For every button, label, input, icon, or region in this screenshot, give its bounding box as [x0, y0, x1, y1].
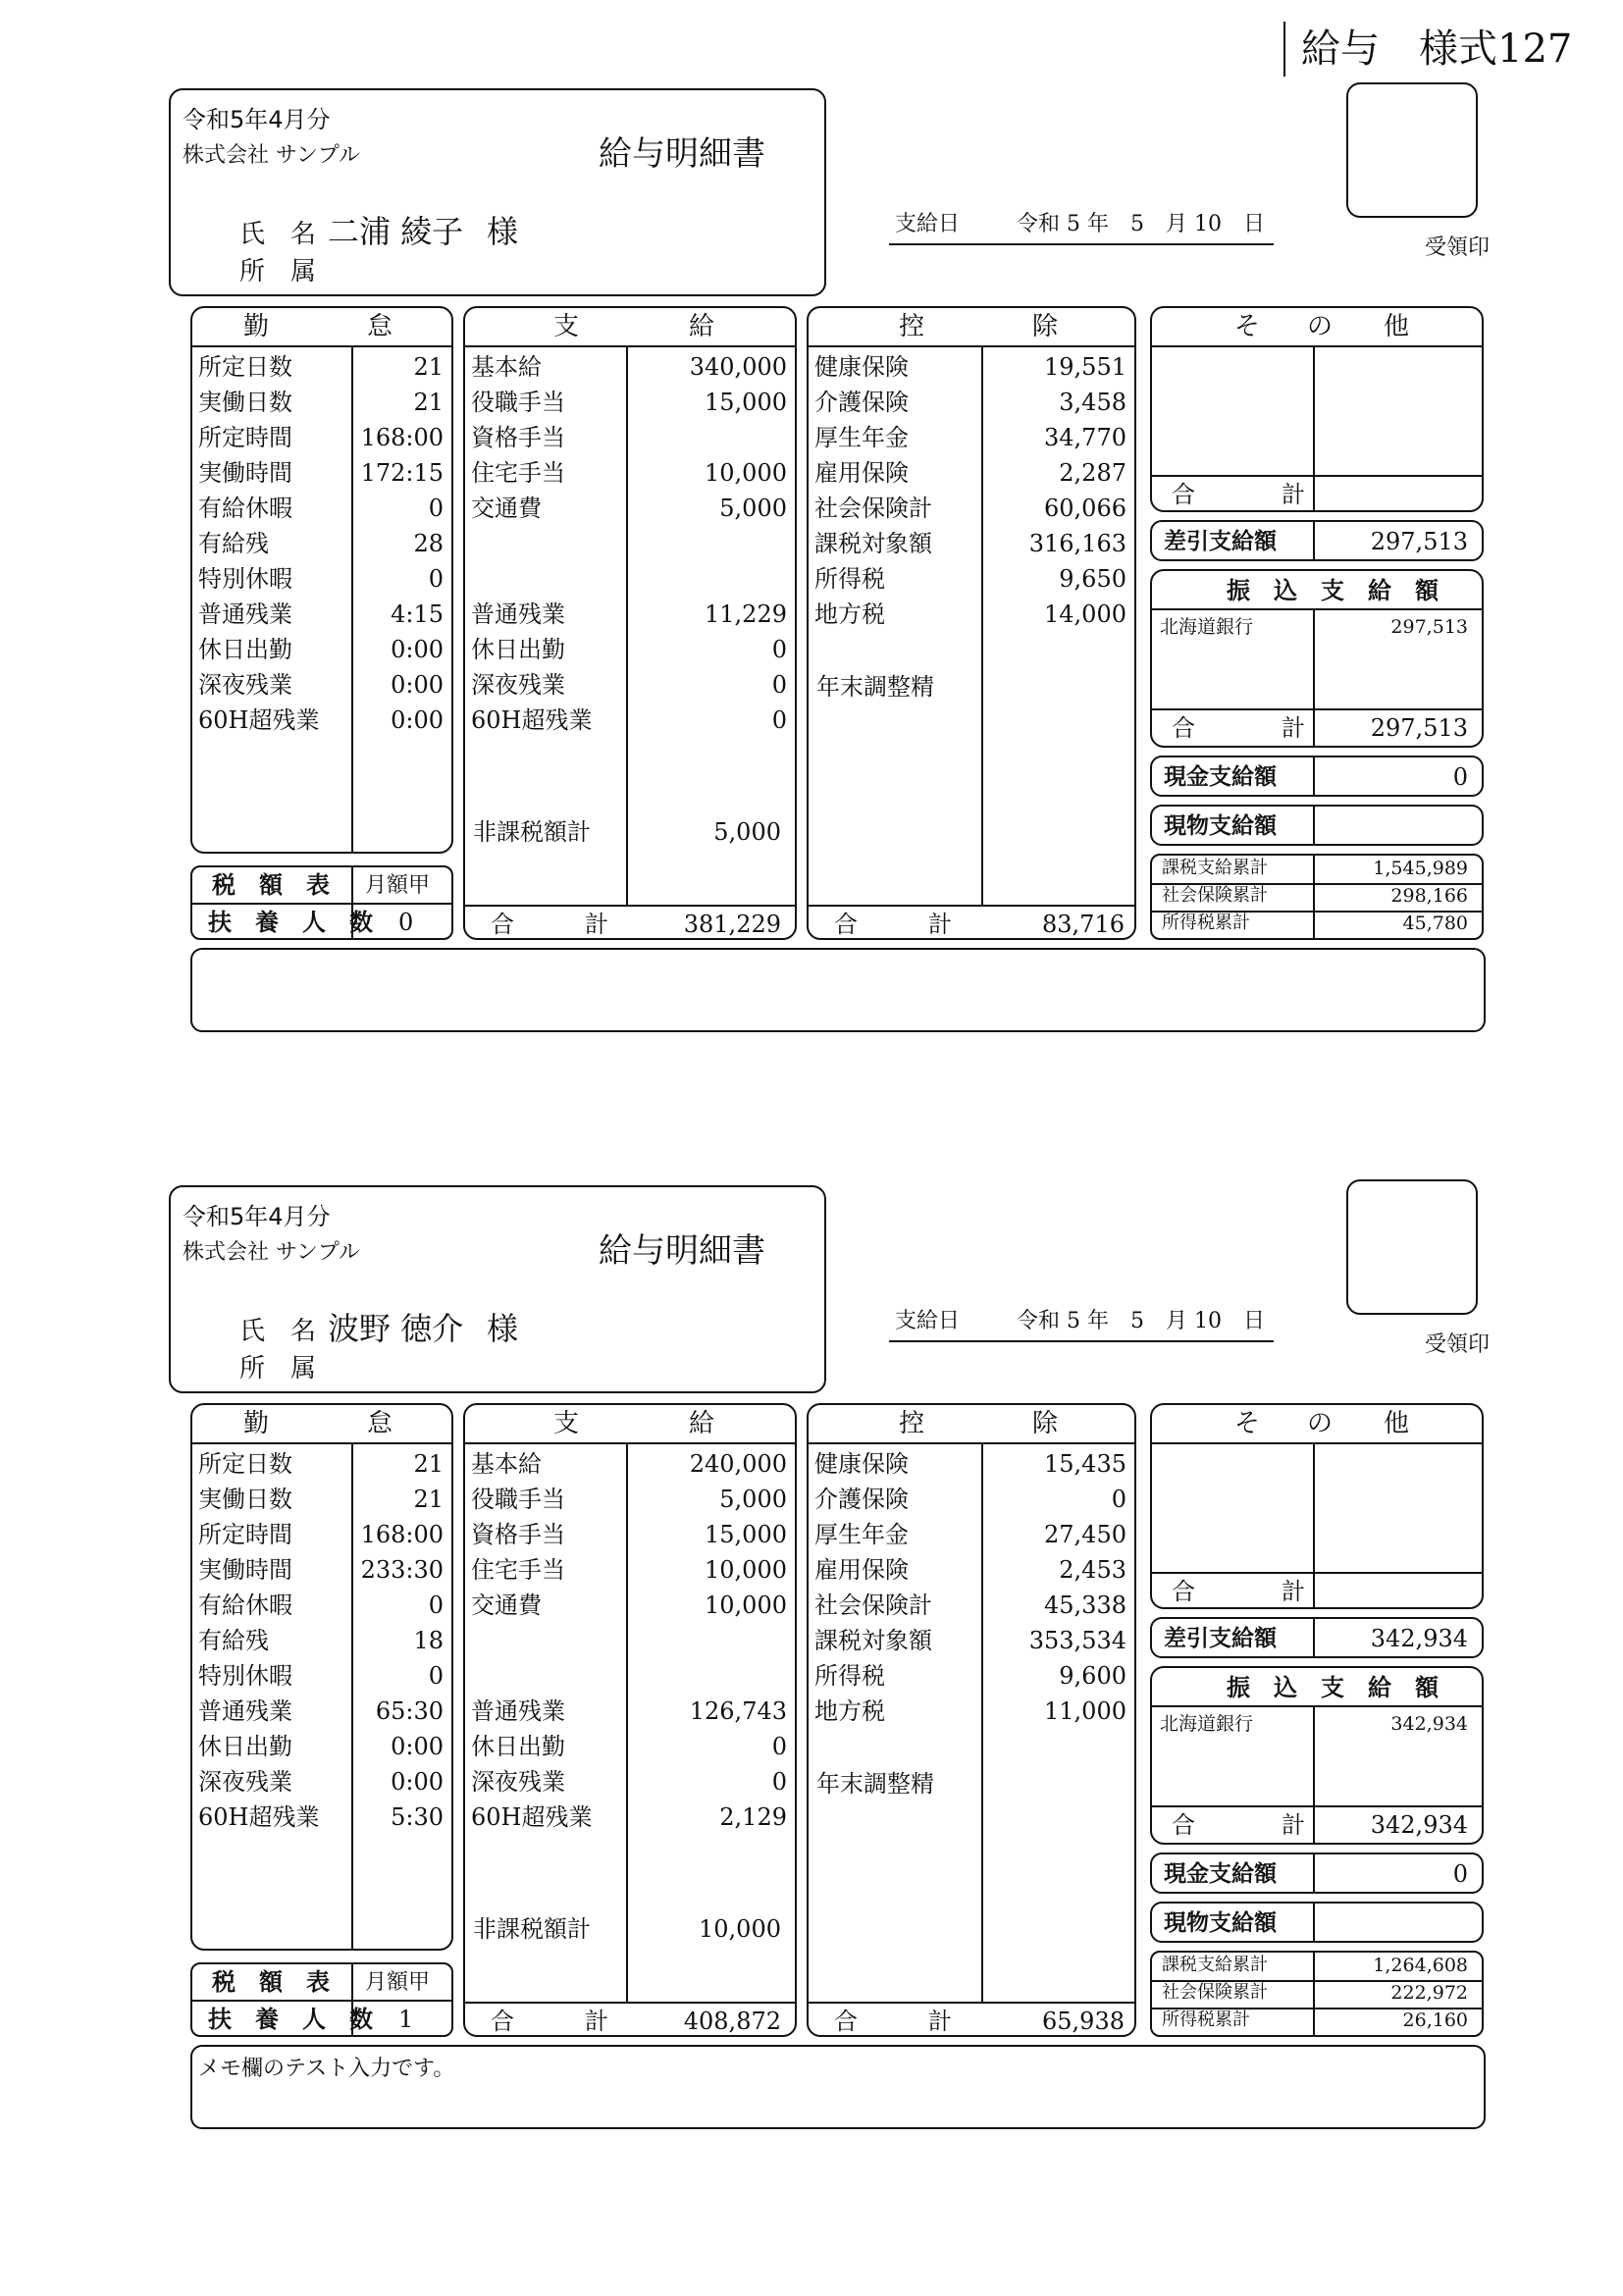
- payments-total-label-1: 合: [491, 911, 514, 938]
- other-header-2: の: [1307, 312, 1334, 341]
- row-value: 27,450: [1044, 1521, 1126, 1548]
- payments-total-label-2: 計: [585, 2008, 608, 2035]
- transfer-total-value: 297,513: [1370, 714, 1468, 742]
- other-total-label-2: 計: [1282, 1578, 1305, 1605]
- row-value: 15,000: [705, 1521, 787, 1548]
- row-value: 0: [771, 1768, 787, 1796]
- payments-header-1: 支: [553, 1409, 580, 1438]
- row-value: 21: [413, 1486, 444, 1513]
- row-value: 126,743: [689, 1697, 787, 1725]
- deductions-header-1: 控: [899, 1409, 925, 1438]
- row-label: 特別休暇: [198, 1662, 292, 1690]
- cash-pay-box: [1150, 1852, 1484, 1894]
- nontax-total-label: 非課税額計: [473, 1915, 591, 1943]
- dependents-value: 1: [398, 2006, 414, 2033]
- row-label: 休日出勤: [471, 1733, 565, 1760]
- cumulative-label: 所得税累計: [1162, 913, 1250, 933]
- row-value: 172:15: [360, 459, 444, 487]
- row-value: 0: [771, 706, 787, 734]
- receipt-stamp-box: [1346, 1179, 1478, 1315]
- payments-section: [463, 1403, 797, 2037]
- tax-table-box: [190, 865, 453, 940]
- tax-table-box: [190, 1962, 453, 2037]
- row-label: 実働日数: [198, 1486, 292, 1513]
- row-label: 有給休暇: [198, 495, 292, 522]
- row-value: 0: [428, 565, 444, 593]
- net-pay-box: [1150, 520, 1484, 561]
- company-name: 株式会社 サンプル: [183, 1240, 361, 1265]
- cumulative-value: 298,166: [1390, 885, 1468, 907]
- in-kind-pay-box: [1150, 1902, 1484, 1943]
- row-label: 役職手当: [471, 389, 565, 416]
- nontax-total-value: 10,000: [699, 1915, 781, 1943]
- form-code-label: 給与 様式127: [1283, 22, 1623, 77]
- cumulative-label: 課税支給累計: [1162, 858, 1268, 878]
- slip-header-box: [169, 88, 826, 296]
- row-label: 深夜残業: [198, 1768, 292, 1796]
- row-label: 深夜残業: [471, 671, 565, 699]
- row-value: 34,770: [1044, 424, 1126, 451]
- row-label: 雇用保険: [814, 459, 909, 487]
- row-label: 実働時間: [198, 459, 292, 487]
- row-value: 21: [413, 389, 444, 416]
- other-header-3: 他: [1384, 312, 1410, 341]
- document-title: 給与明細書: [599, 134, 765, 174]
- row-value: 10,000: [705, 459, 787, 487]
- in-kind-pay-box: [1150, 805, 1484, 846]
- row-value: 0: [1111, 1486, 1126, 1513]
- row-label: 60H超残業: [471, 1803, 593, 1831]
- row-value: 0:00: [391, 706, 444, 734]
- row-label: 住宅手当: [471, 1556, 565, 1584]
- row-value: 0: [771, 636, 787, 663]
- deductions-section: [807, 306, 1136, 940]
- row-label: 健康保険: [814, 353, 909, 381]
- attendance-header-2: 怠: [367, 312, 393, 341]
- row-label: 所定日数: [198, 353, 292, 381]
- row-value: 0: [428, 495, 444, 522]
- dependents-label: 扶 養 人 数: [208, 908, 373, 936]
- deductions-total-label-1: 合: [834, 911, 858, 938]
- bank-amount: 342,934: [1390, 1713, 1468, 1735]
- honorific: 様: [487, 1310, 519, 1347]
- row-value: 2,453: [1059, 1556, 1126, 1584]
- payments-total-label-2: 計: [585, 911, 608, 938]
- row-label: 所定時間: [198, 1521, 292, 1548]
- row-label: 雇用保険: [814, 1556, 909, 1584]
- cumulative-value: 26,160: [1402, 2009, 1468, 2031]
- row-label: 所定時間: [198, 424, 292, 451]
- memo-box: [190, 2045, 1486, 2129]
- row-value: 14,000: [1044, 600, 1126, 628]
- employee-name: 波野 徳介: [328, 1310, 464, 1347]
- row-label: 厚生年金: [814, 1521, 909, 1548]
- row-value: 10,000: [705, 1556, 787, 1584]
- other-section: [1150, 306, 1484, 512]
- row-value: 2,287: [1059, 459, 1126, 487]
- payments-header-2: 給: [689, 1409, 715, 1438]
- payments-total-value: 381,229: [683, 911, 781, 938]
- memo-box: [190, 948, 1486, 1032]
- year-end-adjustment-label: 年末調整精: [816, 673, 934, 701]
- row-value: 10,000: [705, 1592, 787, 1619]
- row-value: 353,534: [1028, 1627, 1126, 1654]
- row-label: 有給残: [198, 1627, 269, 1654]
- row-value: 19,551: [1044, 353, 1126, 381]
- row-label: 深夜残業: [198, 671, 292, 699]
- dependents-label: 扶 養 人 数: [208, 2005, 373, 2033]
- pay-date-label: 支給日: [895, 212, 961, 236]
- payments-total-value: 408,872: [683, 2008, 781, 2035]
- row-value: 5:30: [391, 1803, 444, 1831]
- row-label: 介護保険: [814, 1486, 909, 1513]
- payments-total-label-1: 合: [491, 2008, 514, 2035]
- receipt-stamp-label: 受領印: [1425, 1332, 1491, 1357]
- row-value: 65:30: [375, 1697, 444, 1725]
- deductions-total-label-2: 計: [928, 2008, 952, 2035]
- row-value: 2,129: [719, 1803, 787, 1831]
- bank-transfer-header: 振 込 支 給 額: [1227, 1673, 1439, 1701]
- row-label: 役職手当: [471, 1486, 565, 1513]
- tax-table-label: 税 額 表: [212, 1967, 330, 1996]
- cumulative-value: 222,972: [1390, 1982, 1468, 2004]
- row-value: 11,000: [1044, 1697, 1126, 1725]
- deductions-section: [807, 1403, 1136, 2037]
- bank-transfer-header: 振 込 支 給 額: [1227, 576, 1439, 604]
- row-value: 5,000: [719, 495, 787, 522]
- row-label: 休日出勤: [471, 636, 565, 663]
- row-label: 資格手当: [471, 424, 565, 451]
- cash-pay-box: [1150, 756, 1484, 797]
- row-value: 11,229: [705, 600, 787, 628]
- row-label: 社会保険計: [814, 1592, 932, 1619]
- row-value: 18: [413, 1627, 444, 1654]
- deductions-total-label-1: 合: [834, 2008, 858, 2035]
- attendance-section: [190, 306, 453, 854]
- cumulative-label: 所得税累計: [1162, 2009, 1250, 2030]
- department-label: 所 属: [239, 257, 317, 287]
- row-label: 特別休暇: [198, 565, 292, 593]
- cash-pay-value: 0: [1452, 1860, 1468, 1888]
- other-header-1: そ: [1234, 312, 1261, 341]
- cash-pay-value: 0: [1452, 763, 1468, 791]
- row-label: 住宅手当: [471, 459, 565, 487]
- row-label: 健康保険: [814, 1450, 909, 1478]
- row-label: 普通残業: [198, 1697, 292, 1725]
- row-label: 基本給: [471, 353, 542, 381]
- deductions-header-2: 除: [1032, 1409, 1059, 1438]
- net-pay-box: [1150, 1617, 1484, 1658]
- memo-text: メモ欄のテスト入力です。: [198, 2057, 455, 2081]
- honorific: 様: [487, 213, 519, 250]
- other-total-label-1: 合: [1172, 1578, 1195, 1605]
- cumulative-box: [1150, 854, 1484, 940]
- cumulative-value: 45,780: [1402, 913, 1468, 934]
- row-value: 28: [413, 530, 444, 557]
- period: 令和5年4月分: [183, 106, 331, 133]
- name-label: 氏 名: [239, 220, 317, 249]
- cash-pay-label: 現金支給額: [1164, 1860, 1277, 1887]
- row-value: 0: [428, 1662, 444, 1690]
- other-section: [1150, 1403, 1484, 1609]
- row-value: 0: [771, 671, 787, 699]
- row-label: 普通残業: [471, 1697, 565, 1725]
- row-value: 9,650: [1059, 565, 1126, 593]
- payments-header-1: 支: [553, 312, 580, 341]
- attendance-section: [190, 1403, 453, 1951]
- row-value: 60,066: [1044, 495, 1126, 522]
- row-value: 340,000: [689, 353, 787, 381]
- cumulative-value: 1,264,608: [1373, 1955, 1468, 1976]
- attendance-header-2: 怠: [367, 1409, 393, 1438]
- deductions-total-label-2: 計: [928, 911, 952, 938]
- company-name: 株式会社 サンプル: [183, 143, 361, 168]
- row-label: 60H超残業: [198, 1803, 320, 1831]
- pay-date: 令和 5 年 5 月 10 日: [1017, 212, 1265, 236]
- deductions-total-value: 65,938: [1042, 2008, 1125, 2035]
- net-pay-value: 342,934: [1370, 1625, 1468, 1652]
- row-value: 240,000: [689, 1450, 787, 1478]
- deductions-header-1: 控: [899, 312, 925, 341]
- cash-pay-label: 現金支給額: [1164, 763, 1277, 790]
- year-end-adjustment-label: 年末調整精: [816, 1770, 934, 1798]
- other-total-label-1: 合: [1172, 481, 1195, 508]
- row-label: 休日出勤: [198, 636, 292, 663]
- slip-header-box: [169, 1185, 826, 1393]
- row-label: 地方税: [814, 600, 885, 628]
- tax-table-value: 月額甲: [365, 873, 431, 898]
- row-label: 介護保険: [814, 389, 909, 416]
- cumulative-label: 社会保険累計: [1162, 1982, 1268, 2003]
- net-pay-label: 差引支給額: [1164, 528, 1277, 554]
- bank-amount: 297,513: [1390, 616, 1468, 638]
- other-header-1: そ: [1234, 1409, 1261, 1438]
- row-label: 課税対象額: [814, 530, 932, 557]
- deductions-header-2: 除: [1032, 312, 1059, 341]
- row-value: 21: [413, 353, 444, 381]
- row-value: 316,163: [1028, 530, 1126, 557]
- other-header-2: の: [1307, 1409, 1334, 1438]
- nontax-total-label: 非課税額計: [473, 818, 591, 846]
- transfer-total-label-1: 合: [1172, 1811, 1195, 1839]
- row-label: 普通残業: [198, 600, 292, 628]
- row-value: 15,435: [1044, 1450, 1126, 1478]
- row-value: 21: [413, 1450, 444, 1478]
- cumulative-box: [1150, 1951, 1484, 2037]
- row-value: 4:15: [391, 600, 444, 628]
- row-value: 3,458: [1059, 389, 1126, 416]
- department-label: 所 属: [239, 1354, 317, 1383]
- bank-transfer-box: [1150, 569, 1484, 748]
- cumulative-value: 1,545,989: [1373, 858, 1468, 879]
- row-label: 所定日数: [198, 1450, 292, 1478]
- row-value: 45,338: [1044, 1592, 1126, 1619]
- period: 令和5年4月分: [183, 1203, 331, 1230]
- receipt-stamp-label: 受領印: [1425, 235, 1491, 260]
- transfer-total-label-2: 計: [1282, 714, 1305, 742]
- row-label: 実働日数: [198, 389, 292, 416]
- bank-name: 北海道銀行: [1160, 616, 1254, 638]
- attendance-header-1: 勤: [243, 312, 270, 341]
- row-label: 厚生年金: [814, 424, 909, 451]
- row-value: 9,600: [1059, 1662, 1126, 1690]
- row-label: 有給休暇: [198, 1592, 292, 1619]
- row-value: 0: [771, 1733, 787, 1760]
- payslip-2: [0, 1185, 1623, 2274]
- attendance-header-1: 勤: [243, 1409, 270, 1438]
- row-label: 地方税: [814, 1697, 885, 1725]
- row-label: 深夜残業: [471, 1768, 565, 1796]
- row-label: 交通費: [471, 495, 542, 522]
- name-label: 氏 名: [239, 1317, 317, 1346]
- row-label: 交通費: [471, 1592, 542, 1619]
- payments-header-2: 給: [689, 312, 715, 341]
- row-value: 168:00: [360, 1521, 444, 1548]
- payments-section: [463, 306, 797, 940]
- deductions-total-value: 83,716: [1042, 911, 1125, 938]
- receipt-stamp-box: [1346, 82, 1478, 218]
- row-value: 0: [428, 1592, 444, 1619]
- transfer-total-value: 342,934: [1370, 1811, 1468, 1839]
- row-label: 有給残: [198, 530, 269, 557]
- in-kind-pay-label: 現物支給額: [1164, 1909, 1277, 1936]
- nontax-total-value: 5,000: [713, 818, 781, 846]
- row-value: 0:00: [391, 1768, 444, 1796]
- pay-date: 令和 5 年 5 月 10 日: [1017, 1309, 1265, 1333]
- document-title: 給与明細書: [599, 1231, 765, 1271]
- cumulative-label: 課税支給累計: [1162, 1955, 1268, 1975]
- pay-date-label: 支給日: [895, 1309, 961, 1333]
- dependents-value: 0: [398, 909, 414, 936]
- cumulative-label: 社会保険累計: [1162, 885, 1268, 906]
- bank-transfer-box: [1150, 1666, 1484, 1845]
- other-total-label-2: 計: [1282, 481, 1305, 508]
- row-value: 0:00: [391, 636, 444, 663]
- employee-name: 二浦 綾子: [328, 213, 464, 250]
- row-value: 0:00: [391, 671, 444, 699]
- tax-table-label: 税 額 表: [212, 870, 330, 899]
- row-label: 資格手当: [471, 1521, 565, 1548]
- other-header-3: 他: [1384, 1409, 1410, 1438]
- row-value: 0:00: [391, 1733, 444, 1760]
- row-label: 普通残業: [471, 600, 565, 628]
- net-pay-value: 297,513: [1370, 528, 1468, 555]
- row-label: 所得税: [814, 1662, 885, 1690]
- row-label: 60H超残業: [471, 706, 593, 734]
- row-label: 所得税: [814, 565, 885, 593]
- transfer-total-label-2: 計: [1282, 1811, 1305, 1839]
- net-pay-label: 差引支給額: [1164, 1625, 1277, 1651]
- payslip-1: [0, 88, 1623, 1177]
- row-value: 5,000: [719, 1486, 787, 1513]
- row-label: 実働時間: [198, 1556, 292, 1584]
- row-label: 休日出勤: [198, 1733, 292, 1760]
- row-label: 60H超残業: [198, 706, 320, 734]
- row-value: 233:30: [360, 1556, 444, 1584]
- row-label: 課税対象額: [814, 1627, 932, 1654]
- in-kind-pay-label: 現物支給額: [1164, 812, 1277, 839]
- tax-table-value: 月額甲: [365, 1970, 431, 1995]
- transfer-total-label-1: 合: [1172, 714, 1195, 742]
- row-label: 社会保険計: [814, 495, 932, 522]
- bank-name: 北海道銀行: [1160, 1713, 1254, 1735]
- row-value: 168:00: [360, 424, 444, 451]
- row-label: 基本給: [471, 1450, 542, 1478]
- row-value: 15,000: [705, 389, 787, 416]
